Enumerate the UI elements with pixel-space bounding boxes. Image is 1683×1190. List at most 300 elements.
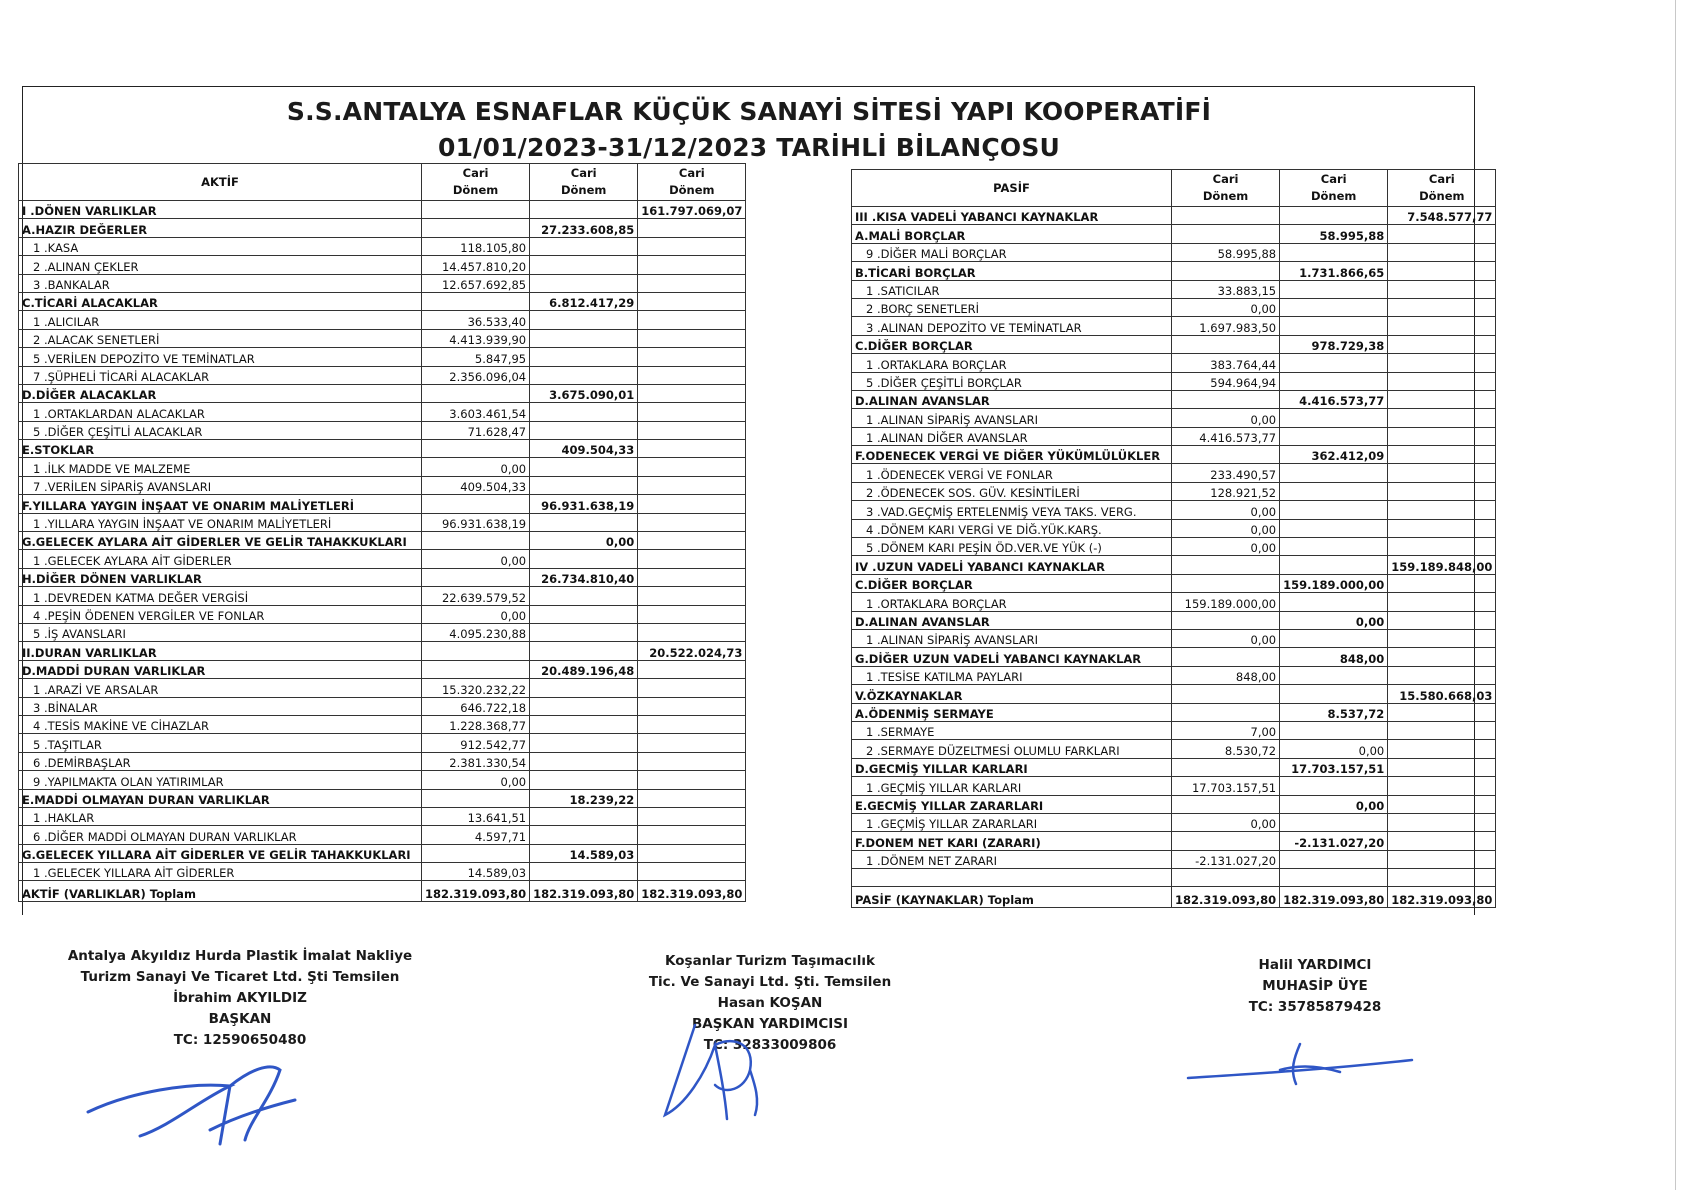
column-header-period: Cari Dönem (1172, 170, 1280, 207)
table-row (852, 262, 1496, 280)
amount-cell (1388, 593, 1496, 611)
amount-cell (530, 403, 638, 421)
table-row (852, 390, 1496, 408)
page-edge-line (1675, 0, 1676, 1190)
amount-cell: 0,00 (1172, 298, 1280, 316)
amount-cell (1388, 832, 1496, 850)
aktif-header-row (19, 164, 746, 201)
amount-cell: 8.530,72 (1172, 740, 1280, 758)
table-row (852, 427, 1496, 445)
amount-cell: 128.921,52 (1172, 482, 1280, 500)
handwritten-signature-middle (655, 1015, 785, 1125)
amount-cell (1388, 758, 1496, 776)
table-row (19, 421, 746, 439)
amount-cell (638, 844, 746, 862)
account-label: IV .UZUN VADELİ YABANCI KAYNAKLAR (852, 556, 1172, 574)
amount-cell: 383.764,44 (1172, 354, 1280, 372)
account-label: D.MADDİ DURAN VARLIKLAR (19, 660, 422, 678)
account-label: 1 .DÖNEM NET ZARARI (852, 850, 1172, 868)
amount-cell (530, 826, 638, 844)
amount-cell (1172, 795, 1280, 813)
amount-cell (530, 256, 638, 274)
amount-cell (638, 587, 746, 605)
table-row (19, 568, 746, 586)
amount-cell (638, 807, 746, 825)
account-label: A.ÖDENMİŞ SERMAYE (852, 703, 1172, 721)
table-row (852, 501, 1496, 519)
account-label: I .DÖNEN VARLIKLAR (19, 201, 422, 219)
amount-cell (1280, 243, 1388, 261)
account-label: 6 .DİĞER MADDİ OLMAYAN DURAN VARLIKLAR (19, 826, 422, 844)
table-row (19, 366, 746, 384)
amount-cell: 0,00 (1280, 740, 1388, 758)
table-row (19, 348, 746, 366)
amount-cell: 0,00 (530, 532, 638, 550)
amount-cell (638, 623, 746, 641)
amount-cell (1280, 629, 1388, 647)
amount-cell (1388, 482, 1496, 500)
account-label: C.DİĞER BORÇLAR (852, 335, 1172, 353)
amount-cell (638, 789, 746, 807)
amount-cell (1172, 556, 1280, 574)
table-row (852, 446, 1496, 464)
amount-cell (1388, 409, 1496, 427)
table-row (19, 863, 746, 881)
amount-cell: 848,00 (1280, 648, 1388, 666)
amount-cell: 0,00 (422, 605, 530, 623)
sig-line: TC: 32833009806 (703, 1037, 837, 1053)
amount-cell: 14.589,03 (422, 863, 530, 881)
amount-cell (638, 366, 746, 384)
amount-cell: 3.603.461,54 (422, 403, 530, 421)
amount-cell (638, 660, 746, 678)
table-row (852, 519, 1496, 537)
sig-line: Turizm Sanayi Ve Ticaret Ltd. Şti Temsilen (80, 969, 400, 985)
account-label: 1 .ALINAN SİPARİŞ AVANSLARI (852, 629, 1172, 647)
amount-cell (1280, 519, 1388, 537)
amount-cell (1172, 685, 1280, 703)
table-row (852, 795, 1496, 813)
amount-cell (1388, 721, 1496, 739)
amount-cell (638, 679, 746, 697)
amount-cell (530, 348, 638, 366)
amount-cell (1388, 317, 1496, 335)
title-line-2: 01/01/2023-31/12/2023 TARİHLİ BİLANÇOSU (437, 133, 1061, 162)
amount-cell: 27.233.608,85 (530, 219, 638, 237)
amount-cell: 14.457.810,20 (422, 256, 530, 274)
table-row (852, 372, 1496, 390)
amount-cell (1280, 501, 1388, 519)
sig-line: Halil YARDIMCI (1258, 957, 1372, 973)
column-header-period: Cari Dönem (530, 164, 638, 201)
amount-cell (422, 292, 530, 310)
table-row (852, 685, 1496, 703)
amount-cell (1388, 464, 1496, 482)
table-row (852, 207, 1496, 225)
amount-cell: 0,00 (422, 771, 530, 789)
amount-cell (638, 348, 746, 366)
amount-cell (530, 752, 638, 770)
amount-cell (1280, 207, 1388, 225)
account-label: 9 .YAPILMAKTA OLAN YATIRIMLAR (19, 771, 422, 789)
account-label: 4 .TESİS MAKİNE VE CİHAZLAR (19, 715, 422, 733)
column-header-period: Cari Dönem (1388, 170, 1496, 207)
account-label: 4 .PEŞİN ÖDENEN VERGİLER VE FONLAR (19, 605, 422, 623)
account-label: 7 .VERİLEN SİPARİŞ AVANSLARI (19, 476, 422, 494)
total-label: AKTİF (VARLIKLAR) Toplam (19, 881, 422, 902)
sig-line: BAŞKAN YARDIMCISI (691, 1016, 849, 1032)
table-row (852, 317, 1496, 335)
account-label: 2 .ALACAK SENETLERİ (19, 329, 422, 347)
amount-cell (638, 292, 746, 310)
amount-cell (638, 495, 746, 513)
table-row (852, 482, 1496, 500)
account-label: 1 .ALINAN DİĞER AVANSLAR (852, 427, 1172, 445)
signature-block-president (30, 946, 450, 1051)
amount-cell: 4.413.939,90 (422, 329, 530, 347)
amount-cell (422, 532, 530, 550)
amount-cell: 13.641,51 (422, 807, 530, 825)
table-row (19, 532, 746, 550)
amount-cell: 36.533,40 (422, 311, 530, 329)
account-label: 1 .ALICILAR (19, 311, 422, 329)
amount-cell (638, 256, 746, 274)
amount-cell: 362.412,09 (1280, 446, 1388, 464)
table-row (852, 225, 1496, 243)
account-label: G.GELECEK AYLARA AİT GİDERLER VE GELİR TAHAKKUKLARI (19, 532, 422, 550)
amount-cell (422, 789, 530, 807)
amount-cell (530, 311, 638, 329)
sig-line: Hasan KOŞAN (717, 995, 823, 1011)
amount-cell (530, 366, 638, 384)
amount-cell: 409.504,33 (530, 440, 638, 458)
amount-cell (1388, 777, 1496, 795)
account-label: C.TİCARİ ALACAKLAR (19, 292, 422, 310)
amount-cell: 0,00 (1172, 519, 1280, 537)
table-row (852, 464, 1496, 482)
account-label: H.DİĞER DÖNEN VARLIKLAR (19, 568, 422, 586)
amount-cell (422, 568, 530, 586)
total-label: PASİF (KAYNAKLAR) Toplam (852, 887, 1172, 908)
amount-cell (1388, 648, 1496, 666)
amount-cell (638, 513, 746, 531)
account-label: 1 .GEÇMİŞ YILLAR ZARARLARI (852, 813, 1172, 831)
account-label (852, 869, 1172, 887)
amount-cell (530, 458, 638, 476)
table-row (19, 256, 746, 274)
document-title (24, 94, 1474, 166)
amount-cell (1388, 611, 1496, 629)
amount-cell (530, 771, 638, 789)
amount-cell (530, 642, 638, 660)
amount-cell: 12.657.692,85 (422, 274, 530, 292)
amount-cell: 15.320.232,22 (422, 679, 530, 697)
amount-cell (1280, 593, 1388, 611)
amount-cell: 7,00 (1172, 721, 1280, 739)
amount-cell (1388, 446, 1496, 464)
account-label: 3 .BANKALAR (19, 274, 422, 292)
amount-cell: 0,00 (1172, 813, 1280, 831)
table-row (19, 201, 746, 219)
amount-cell (422, 495, 530, 513)
table-row (852, 869, 1496, 887)
amount-cell (422, 844, 530, 862)
amount-cell: 22.639.579,52 (422, 587, 530, 605)
amount-cell (1172, 703, 1280, 721)
table-row (852, 538, 1496, 556)
amount-cell (638, 532, 746, 550)
account-label: 2 .ÖDENECEK SOS. GÜV. KESİNTİLERİ (852, 482, 1172, 500)
table-row (19, 292, 746, 310)
total-amount: 182.319.093,80 (422, 881, 530, 902)
table-row (852, 593, 1496, 611)
amount-cell: 17.703.157,51 (1172, 777, 1280, 795)
account-label: 5 .İŞ AVANSLARI (19, 623, 422, 641)
account-label: 1 .ORTAKLARDAN ALACAKLAR (19, 403, 422, 421)
column-header-period: Cari Dönem (638, 164, 746, 201)
amount-cell (638, 219, 746, 237)
amount-cell (422, 384, 530, 402)
amount-cell (638, 458, 746, 476)
table-row (19, 476, 746, 494)
amount-cell: 2.381.330,54 (422, 752, 530, 770)
amount-cell (422, 201, 530, 219)
account-label: A.HAZIR DEĞERLER (19, 219, 422, 237)
account-label: D.GECMİŞ YILLAR KARLARI (852, 758, 1172, 776)
amount-cell (530, 697, 638, 715)
account-label: C.DİĞER BORÇLAR (852, 574, 1172, 592)
amount-cell (1280, 280, 1388, 298)
amount-cell (1388, 225, 1496, 243)
amount-cell (1280, 372, 1388, 390)
table-row (852, 740, 1496, 758)
amount-cell: 0,00 (1280, 795, 1388, 813)
amount-cell (1280, 721, 1388, 739)
amount-cell: -2.131.027,20 (1280, 832, 1388, 850)
amount-cell (1388, 501, 1496, 519)
table-row (19, 384, 746, 402)
amount-cell (1388, 740, 1496, 758)
account-label: 1 .ORTAKLARA BORÇLAR (852, 354, 1172, 372)
amount-cell: 20.522.024,73 (638, 642, 746, 660)
table-row (852, 280, 1496, 298)
amount-cell: 58.995,88 (1280, 225, 1388, 243)
amount-cell: 58.995,88 (1172, 243, 1280, 261)
account-label: 6 .DEMİRBAŞLAR (19, 752, 422, 770)
account-label: 1 .GEÇMİŞ YILLAR KARLARI (852, 777, 1172, 795)
account-label: E.STOKLAR (19, 440, 422, 458)
amount-cell: 4.416.573,77 (1172, 427, 1280, 445)
amount-cell (1388, 703, 1496, 721)
account-label: 4 .DÖNEM KARI VERGİ VE DİĞ.YÜK.KARŞ. (852, 519, 1172, 537)
account-label: V.ÖZKAYNAKLAR (852, 685, 1172, 703)
amount-cell (1280, 464, 1388, 482)
amount-cell: 5.847,95 (422, 348, 530, 366)
table-row (852, 721, 1496, 739)
amount-cell (1388, 280, 1496, 298)
sig-line: Koşanlar Turizm Taşımacılık (665, 953, 875, 969)
amount-cell (1280, 813, 1388, 831)
signature-block-accountant (1190, 955, 1440, 1018)
amount-cell: 26.734.810,40 (530, 568, 638, 586)
amount-cell (1280, 556, 1388, 574)
table-row (19, 329, 746, 347)
sig-line: BAŞKAN (208, 1011, 272, 1027)
account-label: 2 .ALINAN ÇEKLER (19, 256, 422, 274)
amount-cell: 1.697.983,50 (1172, 317, 1280, 335)
account-label: D.ALINAN AVANSLAR (852, 390, 1172, 408)
account-label: 7 .ŞÜPHELİ TİCARİ ALACAKLAR (19, 366, 422, 384)
amount-cell (530, 807, 638, 825)
table-row (19, 734, 746, 752)
amount-cell (638, 734, 746, 752)
amount-cell (530, 421, 638, 439)
amount-cell (638, 237, 746, 255)
amount-cell (1388, 813, 1496, 831)
amount-cell (530, 679, 638, 697)
amount-cell (1280, 777, 1388, 795)
amount-cell (1280, 317, 1388, 335)
table-row (19, 697, 746, 715)
account-label: II.DURAN VARLIKLAR (19, 642, 422, 660)
account-label: E.MADDİ OLMAYAN DURAN VARLIKLAR (19, 789, 422, 807)
amount-cell (530, 329, 638, 347)
table-row (19, 274, 746, 292)
amount-cell: 2.356.096,04 (422, 366, 530, 384)
amount-cell: 8.537,72 (1280, 703, 1388, 721)
amount-cell: 159.189.000,00 (1172, 593, 1280, 611)
amount-cell (638, 403, 746, 421)
table-row (19, 826, 746, 844)
amount-cell (1388, 390, 1496, 408)
title-line-1: S.S.ANTALYA ESNAFLAR KÜÇÜK SANAYİ SİTESİ YAPI KOOPERATİFİ (286, 97, 1212, 126)
account-label: D.DİĞER ALACAKLAR (19, 384, 422, 402)
account-label: 9 .DİĞER MALİ BORÇLAR (852, 243, 1172, 261)
table-row (852, 777, 1496, 795)
column-header-account: PASİF (852, 170, 1172, 207)
amount-cell (422, 219, 530, 237)
amount-cell (1280, 354, 1388, 372)
table-row (19, 771, 746, 789)
amount-cell: 4.416.573,77 (1280, 390, 1388, 408)
account-label: 1 .SERMAYE (852, 721, 1172, 739)
amount-cell: 96.931.638,19 (422, 513, 530, 531)
amount-cell (1388, 335, 1496, 353)
amount-cell (638, 311, 746, 329)
amount-cell (638, 274, 746, 292)
amount-cell (1388, 354, 1496, 372)
table-row (852, 354, 1496, 372)
amount-cell (1388, 629, 1496, 647)
amount-cell: 1.228.368,77 (422, 715, 530, 733)
amount-cell: 6.812.417,29 (530, 292, 638, 310)
amount-cell (422, 440, 530, 458)
amount-cell (638, 440, 746, 458)
amount-cell (1388, 538, 1496, 556)
amount-cell (638, 752, 746, 770)
account-label: 1 .TESİSE KATILMA PAYLARI (852, 666, 1172, 684)
amount-cell (1388, 666, 1496, 684)
amount-cell: 71.628,47 (422, 421, 530, 439)
amount-cell (1172, 225, 1280, 243)
account-label: G.DİĞER UZUN VADELİ YABANCI KAYNAKLAR (852, 648, 1172, 666)
sig-line: İbrahim AKYILDIZ (173, 990, 307, 1006)
total-amount: 182.319.093,80 (638, 881, 746, 902)
amount-cell: 594.964,94 (1172, 372, 1280, 390)
amount-cell: 159.189.000,00 (1280, 574, 1388, 592)
table-row (852, 703, 1496, 721)
account-label: 1 .HAKLAR (19, 807, 422, 825)
table-row (852, 648, 1496, 666)
amount-cell: 912.542,77 (422, 734, 530, 752)
table-row (852, 813, 1496, 831)
sig-line: Antalya Akyıldız Hurda Plastik İmalat Nakliye (67, 948, 413, 964)
account-label: E.GECMİŞ YILLAR ZARARLARI (852, 795, 1172, 813)
account-label: 3 .VAD.GEÇMİŞ ERTELENMİŞ VEYA TAKS. VERG. (852, 501, 1172, 519)
amount-cell (1172, 869, 1280, 887)
pasif-table (851, 169, 1496, 908)
table-row (19, 403, 746, 421)
table-row (852, 611, 1496, 629)
account-label: 5 .TAŞITLAR (19, 734, 422, 752)
amount-cell (530, 237, 638, 255)
column-header-period: Cari Dönem (422, 164, 530, 201)
table-row (852, 409, 1496, 427)
sig-line: MUHASİP ÜYE (1262, 978, 1368, 994)
amount-cell (1388, 243, 1496, 261)
amount-cell: 15.580.668,03 (1388, 685, 1496, 703)
amount-cell (1172, 832, 1280, 850)
amount-cell (638, 771, 746, 789)
table-row (19, 807, 746, 825)
amount-cell (530, 476, 638, 494)
table-row (19, 458, 746, 476)
amount-cell (638, 697, 746, 715)
account-label: 1 .KASA (19, 237, 422, 255)
amount-cell (1388, 574, 1496, 592)
amount-cell (1388, 850, 1496, 868)
amount-cell (422, 642, 530, 660)
amount-cell: 118.105,80 (422, 237, 530, 255)
amount-cell: 0,00 (422, 550, 530, 568)
amount-cell: 7.548.577,77 (1388, 207, 1496, 225)
amount-cell: 646.722,18 (422, 697, 530, 715)
account-label: 1 .ALINAN SİPARİŞ AVANSLARI (852, 409, 1172, 427)
amount-cell (1280, 427, 1388, 445)
amount-cell: 0,00 (1172, 409, 1280, 427)
account-label: III .KISA VADELİ YABANCI KAYNAKLAR (852, 207, 1172, 225)
table-row (19, 660, 746, 678)
account-label: 1 .GELECEK AYLARA AİT GİDERLER (19, 550, 422, 568)
sig-line: TC: 12590650480 (173, 1032, 307, 1048)
table-row (19, 642, 746, 660)
amount-cell (1388, 372, 1496, 390)
amount-cell (638, 329, 746, 347)
account-label: 2 .SERMAYE DÜZELTMESİ OLUMLU FARKLARI (852, 740, 1172, 758)
account-label: 1 .ARAZİ VE ARSALAR (19, 679, 422, 697)
account-label: 1 .YILLARA YAYGIN İNŞAAT VE ONARIM MALİYETLERİ (19, 513, 422, 531)
account-label: 5 .DİĞER ÇEŞİTLİ BORÇLAR (852, 372, 1172, 390)
amount-cell (1172, 262, 1280, 280)
table-row (19, 605, 746, 623)
amount-cell (530, 715, 638, 733)
table-row (19, 587, 746, 605)
table-row (19, 237, 746, 255)
amount-cell: 978.729,38 (1280, 335, 1388, 353)
account-label: F.ODENECEK VERGİ VE DİĞER YÜKÜMLÜLÜKLER (852, 446, 1172, 464)
account-label: 1 .DEVREDEN KATMA DEĞER VERGİSİ (19, 587, 422, 605)
amount-cell: 0,00 (1172, 538, 1280, 556)
